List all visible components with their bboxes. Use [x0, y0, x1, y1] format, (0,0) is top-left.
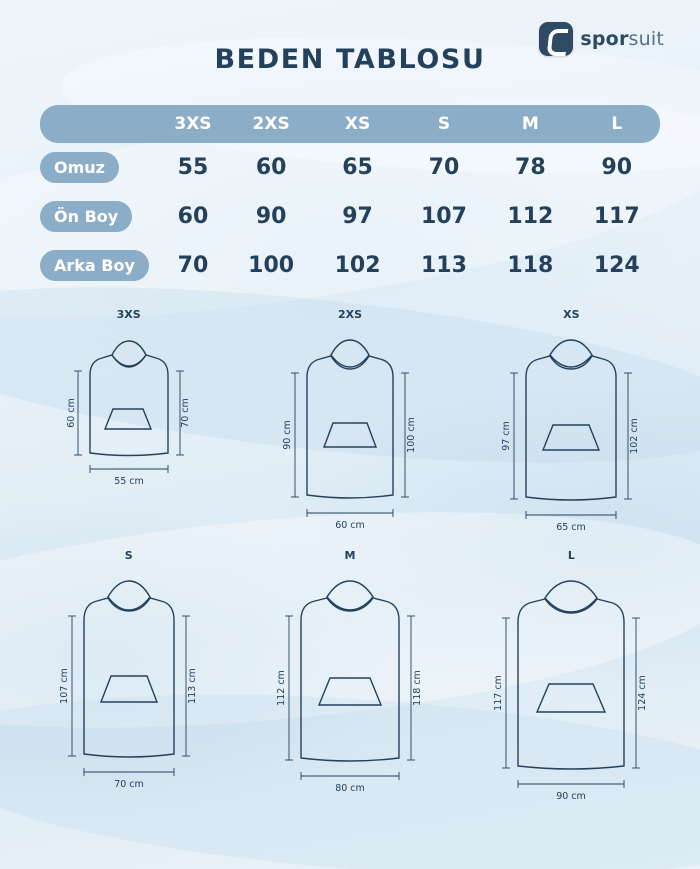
cell-arka-boy-s: 113: [420, 253, 467, 278]
diagram-size-label-m: M: [344, 549, 356, 562]
dim-width-3xs: 55 cm: [113, 476, 144, 487]
diagram-l: [461, 549, 682, 812]
row-label-omuz: Omuz: [40, 152, 119, 183]
column-header-m: M: [487, 105, 573, 143]
table-row: [40, 192, 660, 241]
column-header-s: S: [401, 105, 487, 143]
dim-width-s: 70 cm: [113, 779, 144, 790]
diagram-grid: [18, 308, 682, 812]
dim-back-m: 118 cm: [411, 670, 423, 706]
page-title: BEDEN TABLOSU: [214, 44, 486, 75]
cell-omuz-s: 70: [428, 155, 460, 180]
table-row: [40, 143, 660, 192]
cell-on-boy-s: 107: [420, 204, 467, 229]
column-header-3xs: 3XS: [158, 105, 228, 143]
brand-name-light: suit: [628, 28, 664, 50]
brand-name: [580, 28, 664, 50]
size-table-wrapper: [40, 105, 660, 290]
dim-width-l: 90 cm: [556, 791, 587, 802]
cell-on-boy-xs: 97: [342, 204, 373, 229]
column-header-l: L: [574, 105, 660, 143]
poncho-illustration-l: [464, 564, 678, 812]
dim-front-xs: 97 cm: [501, 421, 513, 451]
row-label-on-boy-cell: [40, 192, 158, 241]
diagram-size-label-xs: XS: [563, 308, 580, 321]
cell-omuz-m: 78: [515, 155, 546, 180]
dim-front-l: 117 cm: [493, 675, 505, 711]
row-label-arka-boy: Arka Boy: [40, 250, 149, 281]
row-label-omuz-cell: [40, 143, 158, 192]
row-label-arka-boy-cell: [40, 241, 158, 290]
cell-on-boy-m: 112: [507, 204, 554, 229]
diagram-2xs: [239, 308, 460, 543]
cell-arka-boy-m: 118: [507, 253, 554, 278]
diagram-s: [18, 549, 239, 812]
dim-back-s: 113 cm: [186, 668, 198, 704]
dim-back-2xs: 100 cm: [405, 417, 417, 453]
dim-width-2xs: 60 cm: [335, 520, 365, 531]
dim-front-s: 107 cm: [58, 668, 70, 704]
diagram-size-label-l: L: [567, 549, 575, 562]
poncho-illustration-2xs: [243, 323, 457, 543]
dim-front-m: 112 cm: [275, 670, 287, 706]
table-corner-cell: [40, 105, 158, 143]
poncho-illustration-m: [243, 564, 457, 802]
dim-front-3xs: 60 cm: [65, 398, 77, 428]
diagram-size-label-3xs: 3XS: [116, 308, 141, 321]
dim-width-m: 80 cm: [335, 783, 365, 794]
cell-omuz-l: 90: [601, 155, 633, 180]
dim-width-xs: 65 cm: [556, 522, 587, 533]
cell-omuz-2xs: 60: [255, 155, 287, 180]
diagram-size-label-2xs: 2XS: [337, 308, 363, 321]
column-header-2xs: 2XS: [228, 105, 314, 143]
dim-back-xs: 102 cm: [629, 418, 641, 454]
cell-arka-boy-2xs: 100: [248, 253, 295, 278]
cell-omuz-3xs: 55: [177, 155, 209, 180]
size-table: [40, 105, 660, 290]
column-header-xs: XS: [314, 105, 400, 143]
cell-arka-boy-xs: 102: [334, 253, 381, 278]
diagram-size-label-s: S: [124, 549, 133, 562]
poncho-illustration-xs: [464, 323, 678, 543]
cell-on-boy-2xs: 90: [255, 204, 287, 229]
cell-omuz-xs: 65: [342, 155, 373, 180]
dim-front-2xs: 90 cm: [281, 420, 293, 450]
size-table-body: [40, 143, 660, 290]
brand-name-bold: spor: [580, 28, 629, 50]
table-header-row: [40, 105, 660, 143]
size-table-head: [40, 105, 660, 143]
cell-arka-boy-l: 124: [593, 253, 640, 278]
cell-arka-boy-3xs: 70: [177, 253, 209, 278]
diagram-3xs: [18, 308, 239, 543]
poncho-illustration-3xs: [22, 323, 236, 501]
brand-logo: [539, 22, 664, 56]
cell-on-boy-3xs: 60: [177, 204, 209, 229]
cell-on-boy-l: 117: [593, 204, 640, 229]
table-row: [40, 241, 660, 290]
dim-back-3xs: 70 cm: [179, 398, 191, 428]
dim-back-l: 124 cm: [637, 675, 649, 711]
row-label-on-boy: Ön Boy: [40, 201, 132, 232]
sporsuit-logo-icon: [539, 22, 573, 56]
diagram-xs: [461, 308, 682, 543]
poncho-illustration-s: [22, 564, 236, 802]
diagram-m: [239, 549, 460, 812]
